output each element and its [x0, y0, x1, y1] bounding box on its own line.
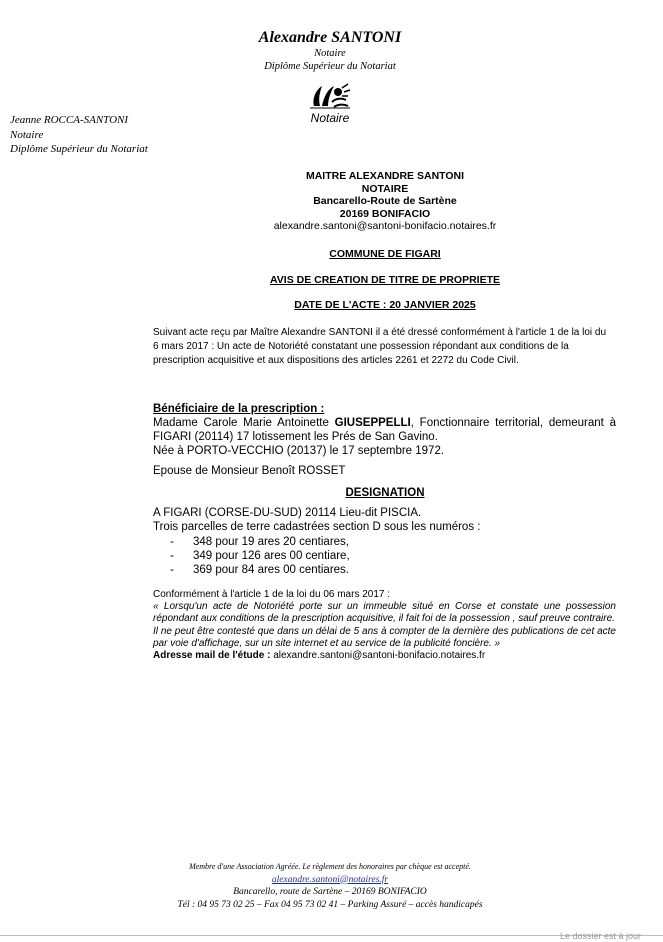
location-block	[153, 506, 616, 534]
beneficiary-birth: Née à PORTO-VECCHIO (20137) le 17 septembre 1972.	[153, 445, 445, 457]
list-dash: -	[170, 564, 174, 576]
footer-membership: Membre d'une Association Agréée. Le règlement des honoraires par chèque est accepté.	[189, 862, 471, 871]
parcel-text: 349 pour 126 ares 00 centiare,	[193, 550, 350, 562]
office-email: alexandre.santoni@santoni-bonifacio.notaires.fr	[273, 220, 497, 232]
footer-email-link[interactable]: alexandre.santoni@notaires.fr	[271, 874, 389, 885]
legal-quote-1: « Lorsqu'un acte de Notoriété porte sur un immeuble situé en Corse et constate une possession répondant aux conditions de la prescription acquisitive, il fait foi de la possession , sauf preuve contraire.	[153, 601, 616, 625]
notary-title: Notaire	[314, 48, 346, 59]
list-item	[170, 535, 350, 549]
date-title: DATE DE L'ACTE : 20 JANVIER 2025	[294, 299, 476, 311]
office-line-1: MAITRE ALEXANDRE SANTONI	[305, 170, 465, 182]
legal-quote-2: Il ne peut être contesté que dans un délai de 5 ans à compter de la dernière des publications de cet acte par voie d'affichage, sur un site internet et au service de la publicité foncière. »	[153, 625, 616, 649]
list-item	[170, 563, 350, 577]
parcel-text: 369 pour 84 ares 00 centiares.	[193, 564, 349, 576]
beneficiary-text	[153, 416, 616, 444]
commune-title: COMMUNE DE FIGARI	[329, 248, 441, 260]
office-mail-label: Adresse mail de l'étude :	[153, 650, 271, 662]
parcels-intro: Trois parcelles de terre cadastrées section D sous les numéros :	[153, 521, 481, 533]
avis-title: AVIS DE CREATION DE TITRE DE PROPRIETE	[269, 274, 501, 286]
associate-title: Notaire	[10, 128, 44, 141]
beneficiary-post: , Fonctionnaire territorial, demeurant à FIGARI (20114) 17 lotissement les Prés de San Gavino.	[153, 417, 616, 443]
office-mail-value: alexandre.santoni@santoni-bonifacio.notaires.fr	[270, 650, 486, 662]
office-mail-line	[153, 650, 616, 662]
associate-notary-block	[10, 113, 148, 157]
associate-diploma: Diplôme Supérieur du Notariat	[10, 143, 148, 155]
logo-text: Notaire	[310, 111, 350, 125]
footer-address: Bancarello, route de Sartène – 20169 BONIFACIO	[233, 887, 427, 897]
list-dash: -	[170, 536, 174, 548]
list-dash: -	[170, 550, 174, 562]
beneficiary-surname: GIUSEPPELLI	[334, 417, 411, 429]
intro-paragraph: Suivant acte reçu par Maître Alexandre SANTONI il a été dressé conformément à l'article 1 de la loi du 6 mars 2017 : Un acte de Notoriété constatant une possession répondant aux conditions de la prescription acquisitive et aux dispositions des articles 2261 et 2272 du Code Civil.	[153, 327, 607, 366]
footer-phone: Tél : 04 95 73 02 25 – Fax 04 95 73 02 41 – Parking Assuré – accès handicapés	[177, 899, 483, 910]
legal-notice-block	[153, 589, 616, 662]
office-line-2: NOTAIRE	[361, 182, 409, 195]
beneficiary-title: Bénéficiaire de la prescription :	[153, 403, 325, 415]
office-line-3: Bancarello-Route de Sartène	[313, 195, 457, 207]
beneficiary-block	[153, 402, 616, 458]
list-item	[170, 549, 350, 563]
office-line-4: 20169 BONIFACIO	[339, 207, 431, 220]
cropped-text: Le dossier est à jour	[560, 931, 642, 941]
footer-email-row	[120, 874, 540, 887]
parcel-text: 348 pour 19 ares 20 centiares,	[193, 536, 349, 548]
associate-name: Jeanne ROCCA-SANTONI	[10, 114, 129, 126]
legal-intro: Conformément à l'article 1 de la loi du 06 mars 2017 :	[153, 589, 391, 600]
footer	[120, 861, 540, 911]
location-line: A FIGARI (CORSE-DU-SUD) 20114 Lieu-dit PISCIA.	[153, 507, 422, 519]
office-block	[200, 170, 570, 233]
notary-name: Alexandre SANTONI	[258, 29, 402, 46]
parcel-list	[170, 535, 350, 577]
beneficiary-pre: Madame Carole Marie Antoinette	[153, 417, 335, 429]
spouse-line: Epouse de Monsieur Benoît ROSSET	[153, 465, 346, 477]
designation-title: DESIGNATION	[345, 487, 425, 499]
notary-diploma: Diplôme Supérieur du Notariat	[264, 61, 396, 72]
